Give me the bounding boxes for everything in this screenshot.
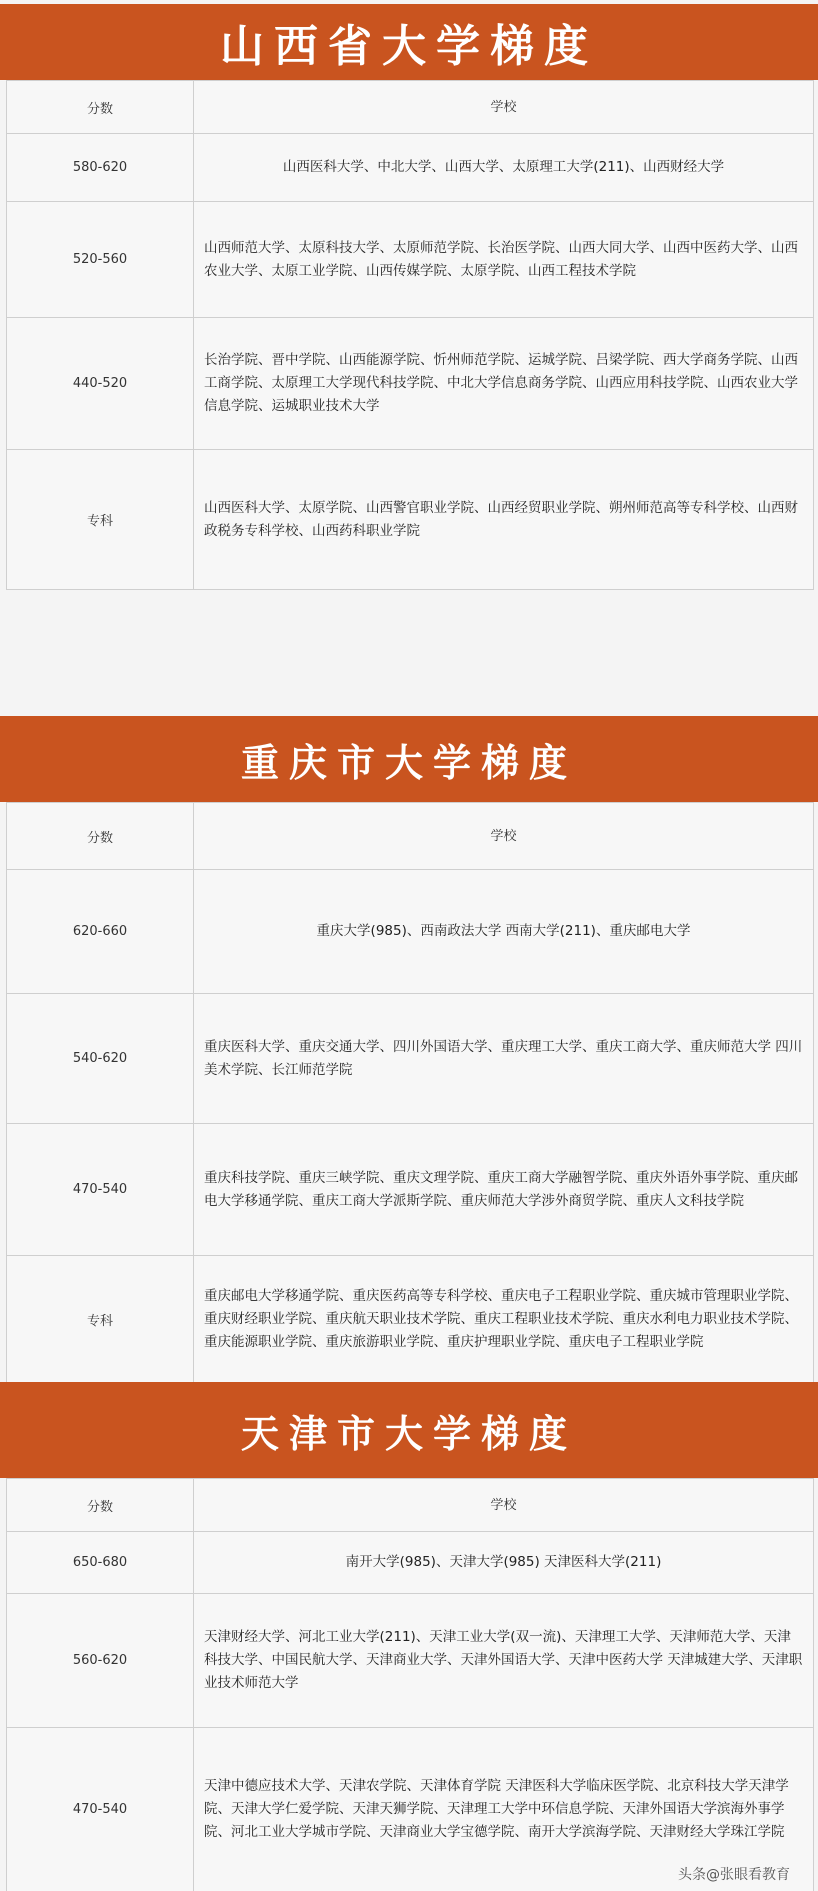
header-school: 学校	[490, 1497, 517, 1513]
header-school: 学校	[490, 828, 517, 844]
row-score: 540-620	[7, 994, 194, 1123]
section-banner-shanxi	[0, 4, 818, 80]
row-score: 560-620	[7, 1594, 194, 1727]
row-score: 520-560	[7, 202, 194, 317]
row-score: 580-620	[7, 134, 194, 201]
header-school: 学校	[490, 99, 517, 115]
table-header-row	[7, 81, 813, 133]
row-schools: 重庆大学(985)、西南政法大学 西南大学(211)、重庆邮电大学	[316, 923, 691, 939]
table-header-row	[7, 1479, 813, 1531]
row-schools: 天津财经大学、河北工业大学(211)、天津工业大学(双一流)、天津理工大学、天津师范大学、天津科技大学、中国民航大学、天津商业大学、天津外国语大学、天津中医药大学 天津城建大学、天津职业技术师范大学	[204, 1629, 803, 1691]
table-chongqing	[6, 802, 814, 1384]
row-schools: 山西医科大学、太原学院、山西警官职业学院、山西经贸职业学院、朔州师范高等专科学校、山西财政税务专科学校、山西药科职业学院	[204, 499, 798, 539]
table-row	[7, 1255, 813, 1383]
section-banner-tianjin	[0, 1382, 818, 1478]
row-score: 专科	[7, 1256, 194, 1383]
header-score: 分数	[7, 1479, 194, 1531]
row-score: 470-540	[7, 1124, 194, 1255]
row-schools: 重庆医科大学、重庆交通大学、四川外国语大学、重庆理工大学、重庆工商大学、重庆师范大学 四川美术学院、长江师范学院	[204, 1038, 803, 1078]
row-score: 470-540	[7, 1728, 194, 1891]
header-score: 分数	[7, 803, 194, 869]
table-row	[7, 1593, 813, 1727]
header-score: 分数	[7, 81, 194, 133]
table-row	[7, 1531, 813, 1593]
row-score: 650-680	[7, 1532, 194, 1593]
section-title: 山西省大学梯度	[220, 21, 598, 72]
table-row	[7, 993, 813, 1123]
row-schools: 南开大学(985)、天津大学(985) 天津医科大学(211)	[345, 1554, 662, 1570]
table-row	[7, 1123, 813, 1255]
table-shanxi	[6, 80, 814, 590]
table-row	[7, 317, 813, 449]
section-title: 重庆市大学梯度	[240, 739, 577, 785]
row-schools: 天津中德应技术大学、天津农学院、天津体育学院 天津医科大学临床医学院、北京科技大学天津学院、天津大学仁爱学院、天津天狮学院、天津理工大学中环信息学院、天津外国语大学滨海外事学院、河北工业大学城市学院、天津商业大学宝德学院、南开大学滨海学院、天津财经大学珠江学院	[204, 1778, 789, 1840]
row-schools: 重庆邮电大学移通学院、重庆医药高等专科学校、重庆电子工程职业学院、重庆城市管理职业学院、重庆财经职业学院、重庆航天职业技术学院、重庆工程职业技术学院、重庆水利电力职业技术学院、重庆能源职业学院、重庆旅游职业学院、重庆护理职业学院、重庆电子工程职业学院	[204, 1288, 798, 1350]
table-row	[7, 201, 813, 317]
table-row	[7, 133, 813, 201]
watermark-text: 头条@张眼看教育	[678, 1867, 790, 1883]
section-banner-chongqing	[0, 716, 818, 802]
row-schools: 山西医科大学、中北大学、山西大学、太原理工大学(211)、山西财经大学	[282, 159, 725, 175]
row-schools: 长治学院、晋中学院、山西能源学院、忻州师范学院、运城学院、吕梁学院、西大学商务学院、山西工商学院、太原理工大学现代科技学院、中北大学信息商务学院、山西应用科技学院、山西农业大学信息学院、运城职业技术大学	[204, 352, 798, 414]
section-title: 天津市大学梯度	[240, 1410, 577, 1456]
table-row	[7, 449, 813, 589]
row-score: 专科	[7, 450, 194, 589]
table-header-row	[7, 803, 813, 869]
row-schools: 重庆科技学院、重庆三峡学院、重庆文理学院、重庆工商大学融智学院、重庆外语外事学院、重庆邮电大学移通学院、重庆工商大学派斯学院、重庆师范大学涉外商贸学院、重庆人文科技学院	[204, 1169, 798, 1209]
table-row	[7, 869, 813, 993]
row-score: 620-660	[7, 870, 194, 993]
row-score: 440-520	[7, 318, 194, 449]
table-tianjin	[6, 1478, 814, 1891]
row-schools: 山西师范大学、太原科技大学、太原师范学院、长治医学院、山西大同大学、山西中医药大学、山西农业大学、太原工业学院、山西传媒学院、太原学院、山西工程技术学院	[204, 239, 798, 279]
